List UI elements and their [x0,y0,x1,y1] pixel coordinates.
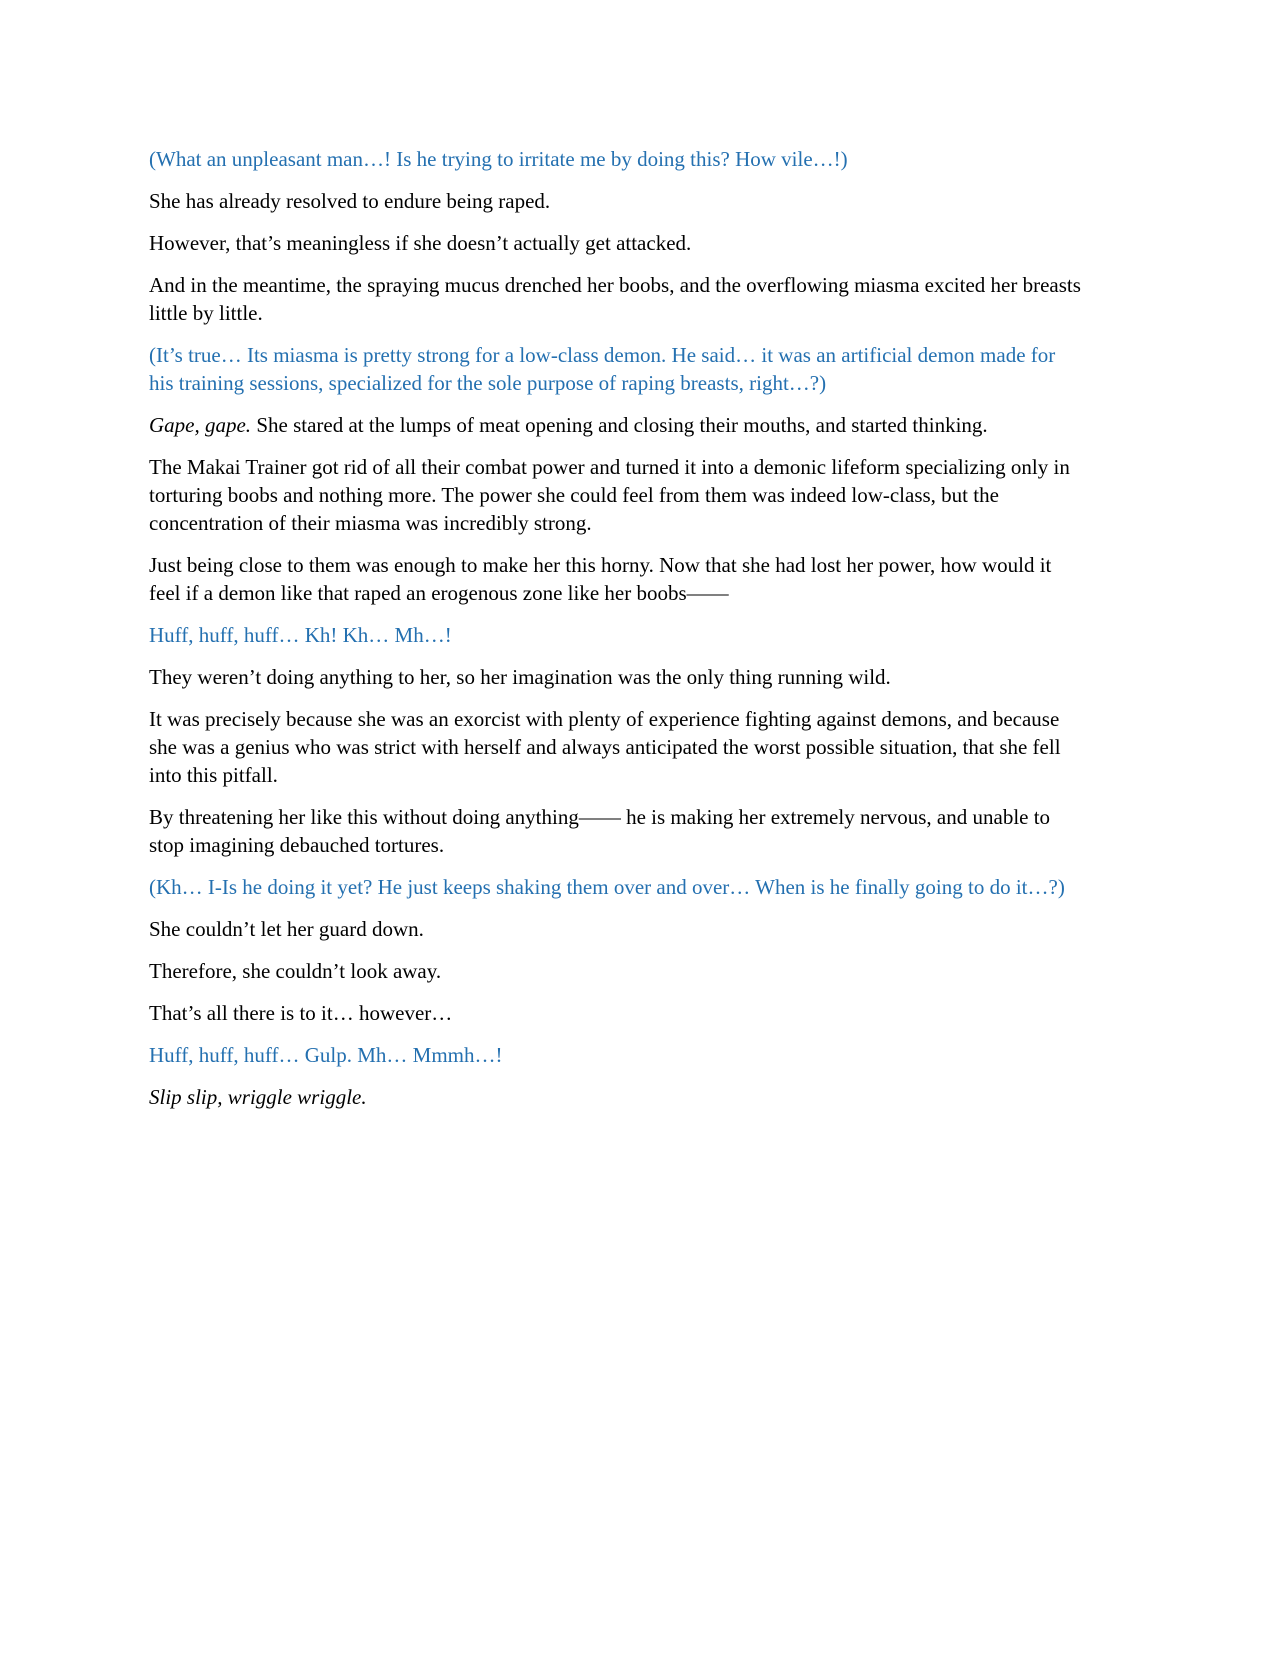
text-run: That’s all there is to it… however… [149,1001,453,1025]
text-run: Slip slip, wriggle wriggle. [149,1085,367,1109]
text-run: She has already resolved to endure being raped. [149,189,551,213]
paragraph-narration [149,229,1081,257]
paragraph-narration [149,1083,1081,1111]
paragraph-narration [149,915,1081,943]
paragraph-narration [149,663,1081,691]
text-run: The Makai Trainer got rid of all their combat power and turned it into a demonic lifeform specializing only in torturing boobs and nothing more. The power she could feel from them was indeed low-class, but the concentration of their miasma was incredibly strong. [149,455,1070,535]
paragraph-narration [149,803,1081,859]
paragraph-thought [149,1041,1081,1069]
text-run: Huff, huff, huff… Kh! Kh… Mh…! [149,623,452,647]
text-run: (Kh… I-Is he doing it yet? He just keeps shaking them over and over… When is he finally going to do it…?) [149,875,1065,899]
paragraph-thought [149,341,1081,397]
paragraph-thought [149,145,1081,173]
text-run: (It’s true… Its miasma is pretty strong for a low-class demon. He said… it was an artificial demon made for his training sessions, specialized for the sole purpose of raping breasts, right…?) [149,343,1056,395]
paragraph-narration [149,551,1081,607]
text-run: And in the meantime, the spraying mucus drenched her boobs, and the overflowing miasma excited her breasts little by little. [149,273,1081,325]
text-run: Therefore, she couldn’t look away. [149,959,442,983]
paragraph-narration [149,271,1081,327]
text-run: By threatening her like this without doing anything—— he is making her extremely nervous, and unable to stop imagining debauched tortures. [149,805,1051,857]
paragraph-narration [149,453,1081,537]
text-run: They weren’t doing anything to her, so her imagination was the only thing running wild. [149,665,891,689]
document-content [149,145,1081,1111]
text-run: She couldn’t let her guard down. [149,917,424,941]
paragraph-thought [149,621,1081,649]
paragraph-narration [149,705,1081,789]
paragraph-narration [149,999,1081,1027]
text-run: Just being close to them was enough to make her this horny. Now that she had lost her power, how would it feel if a demon like that raped an erogenous zone like her boobs—— [149,553,1052,605]
text-run: (What an unpleasant man…! Is he trying to irritate me by doing this? How vile…!) [149,147,848,171]
paragraph-narration [149,187,1081,215]
text-run: Huff, huff, huff… Gulp. Mh… Mmmh…! [149,1043,503,1067]
paragraph-narration [149,411,1081,439]
text-run: Gape, gape. [149,413,252,437]
paragraph-narration [149,957,1081,985]
text-run: She stared at the lumps of meat opening and closing their mouths, and started thinking. [251,413,988,437]
paragraph-thought [149,873,1081,901]
text-run: It was precisely because she was an exorcist with plenty of experience fighting against demons, and because she was a genius who was strict with herself and always anticipated the worst possible situation, that she fell into this pitfall. [149,707,1061,787]
text-run: However, that’s meaningless if she doesn’t actually get attacked. [149,231,692,255]
